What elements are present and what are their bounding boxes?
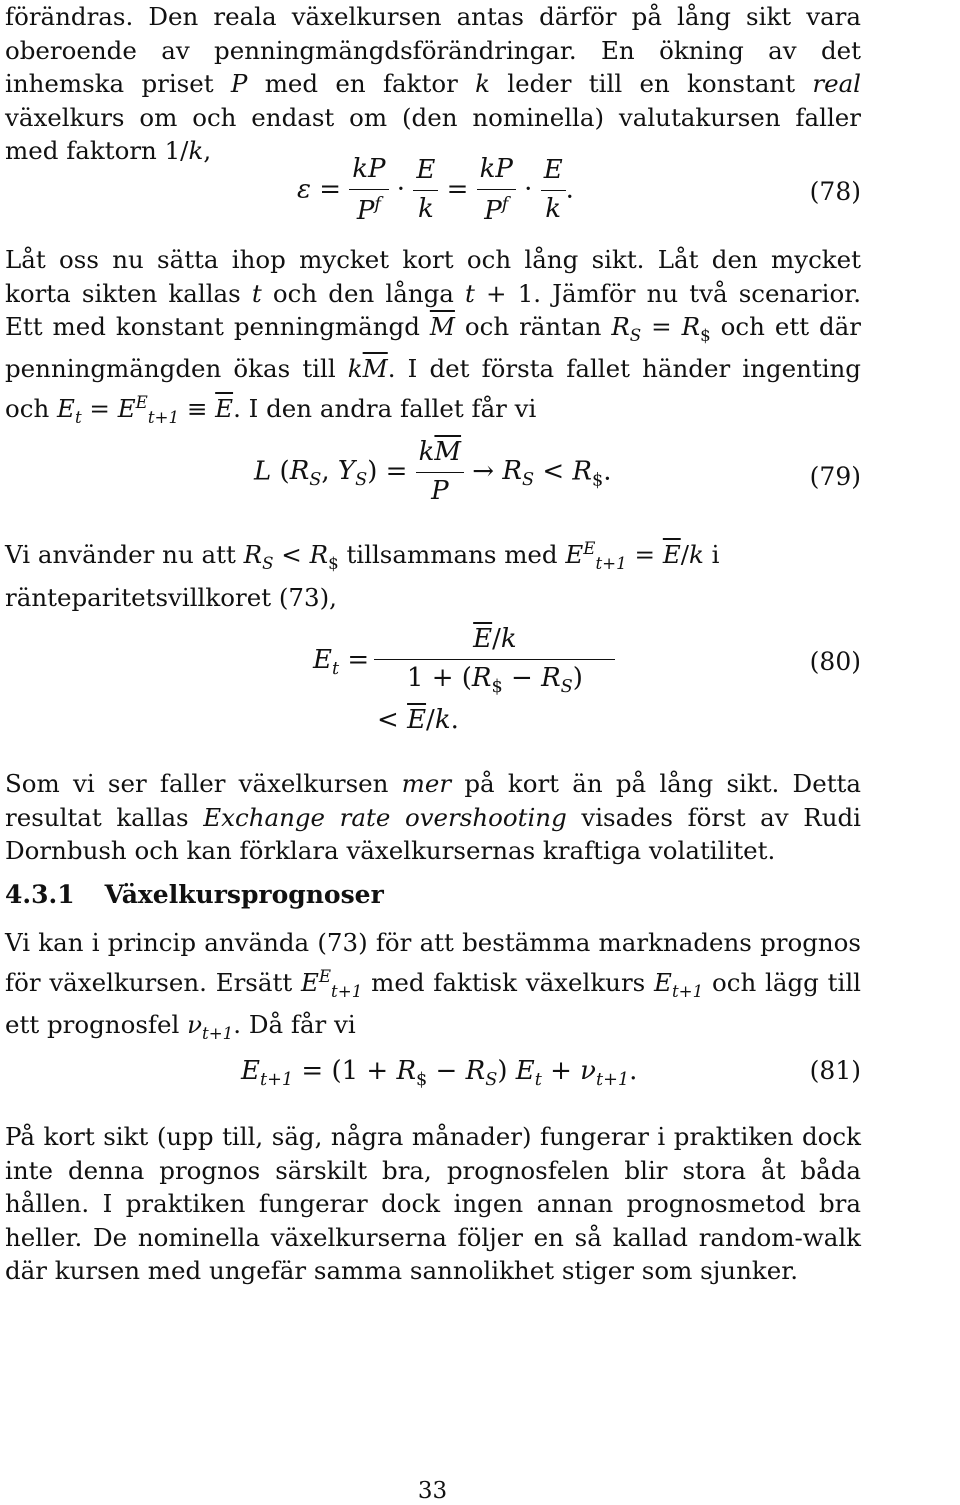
paragraph-6: På kort sikt (upp till, säg, några månader) fungerar i praktiken dock inte denna prognos särskilt bra, prognosfelen blir stora åt båda hållen. I praktiken fungerar dock ingen annan prognosmetod bra heller. De nominella växelkurserna följer en så kallad random-walk där kursen med ungefär samma sannolikhet stiger som sjunker.	[5, 1122, 861, 1285]
equation-number-79: (79)	[809, 462, 861, 491]
paragraph-1: förändras. Den reala växelkursen antas därför på lång sikt vara oberoende av penningmängdsförändringar. En ökning av det inhemska priset P med en faktor k leder till en konstant real växelkurs om och endast om (den nominella) valutakursen faller med faktorn 1/k,	[5, 2, 862, 165]
page-number: 33	[417, 1478, 448, 1504]
equation-number-80: (80)	[809, 647, 861, 676]
section-title: Växelkursprognoser	[104, 880, 384, 909]
section-number: 4.3.1	[5, 880, 75, 909]
equation-number-81: (81)	[809, 1056, 861, 1085]
paragraph-5: Vi kan i princip använda (73) för att bestämma marknadens prognos för växelkursen. Ersätt $E^E_{t+1}$ med faktisk växelkurs $E_{t+1}$ och lägg till ett prognosfel $\nu_{t+1}$. Då får vi	[5, 928, 862, 1043]
equation-number-78: (78)	[809, 177, 861, 206]
document-page: förändras. Den reala växelkursen antas därför på lång sikt vara oberoende av penningmängdsförändringar. En ökning av det inhemska priset P med en faktor k leder till en konstant real växelkurs om och endast om (den nominella) valutakursen faller med faktorn 1/k, ε = $\frac{kP}{P^f}$ · $\frac{E}{k}$ = $\frac{kP}{P^f}$ · $\frac{E}{k}$ . (78) Låt oss nu sätta ihop mycket kort och lång sikt. Låt den mycket korta sikten kallas t och den långa t + 1. Jämför nu två scenarior. Ett med konstant penningmängd $\overline{M}$ och räntan $R_S = R_{\$}$ och ett där penningmängden ökas till $k\overline{M}$. I det första fallet händer ingenting och $E_t = E^E_{t+1} \equiv \overline{E}$. I den andra fallet får vi L ($R_S$, $Y_S$) = $\frac{k\overline{M}}{P}$ → $R_S < R_{\$}$. (79) Vi använder nu att $R_S < R_{\$}$ tillsammans med $E^E_{t+1} = \overline{E}/k$ i ränteparitetsvillkoret (73), $E_t$ = $\frac{\overline{E}/k}{1 + (R_{\$} - R_S)}$ < $\overline{E}/k$. (80) Som vi ser faller växelkursen mer på kort än på lång sikt. Detta resultat kallas Exchange rate overshooting visades först av Rudi Dornbush och kan förklara växelkursernas kraftiga volatilitet. 4.3.1 Växelkursprognoser Vi kan i princip använda (73) för att bestämma marknadens prognos för växelkursen. Ersätt $E^E_{t+1}$ med faktisk växelkurs $E_{t+1}$ och lägg till ett prognosfel $\nu_{t+1}$. Då får vi $E_{t+1} = (1 + R_{\$} - R_S) E_t + \nu_{t+1}$. (81) På kort sikt (upp till, säg, några månader) fungerar i praktiken dock inte denna prognos särskilt bra, prognosfelen blir stora åt båda hållen. I praktiken fungerar dock ingen annan prognosmetod bra heller. De nominella växelkurserna följer en så kallad random-walk där kursen med ungefär samma sannolikhet stiger som sjunker. 33	[0, 0, 960, 1505]
section-heading	[5, 880, 384, 909]
paragraph-3: Vi använder nu att $R_S < R_{\$}$ tillsammans med $E^E_{t+1} = \overline{E}/k$ i ränteparitetsvillkoret (73),	[5, 539, 720, 612]
paragraph-4: Som vi ser faller växelkursen mer på kort än på lång sikt. Detta resultat kallas Exchange rate overshooting visades först av Rudi Dornbush och kan förklara växelkursernas kraftiga volatilitet.	[5, 769, 862, 865]
paragraph-2: Låt oss nu sätta ihop mycket kort och lång sikt. Låt den mycket korta sikten kallas t och den långa t + 1. Jämför nu två scenarior. Ett med konstant penningmängd $\overline{M}$ och räntan $R_S = R_{\$}$ och ett där penningmängden ökas till $k\overline{M}$. I det första fallet händer ingenting och $E_t = E^E_{t+1} \equiv \overline{E}$. I den andra fallet får vi	[5, 245, 861, 427]
